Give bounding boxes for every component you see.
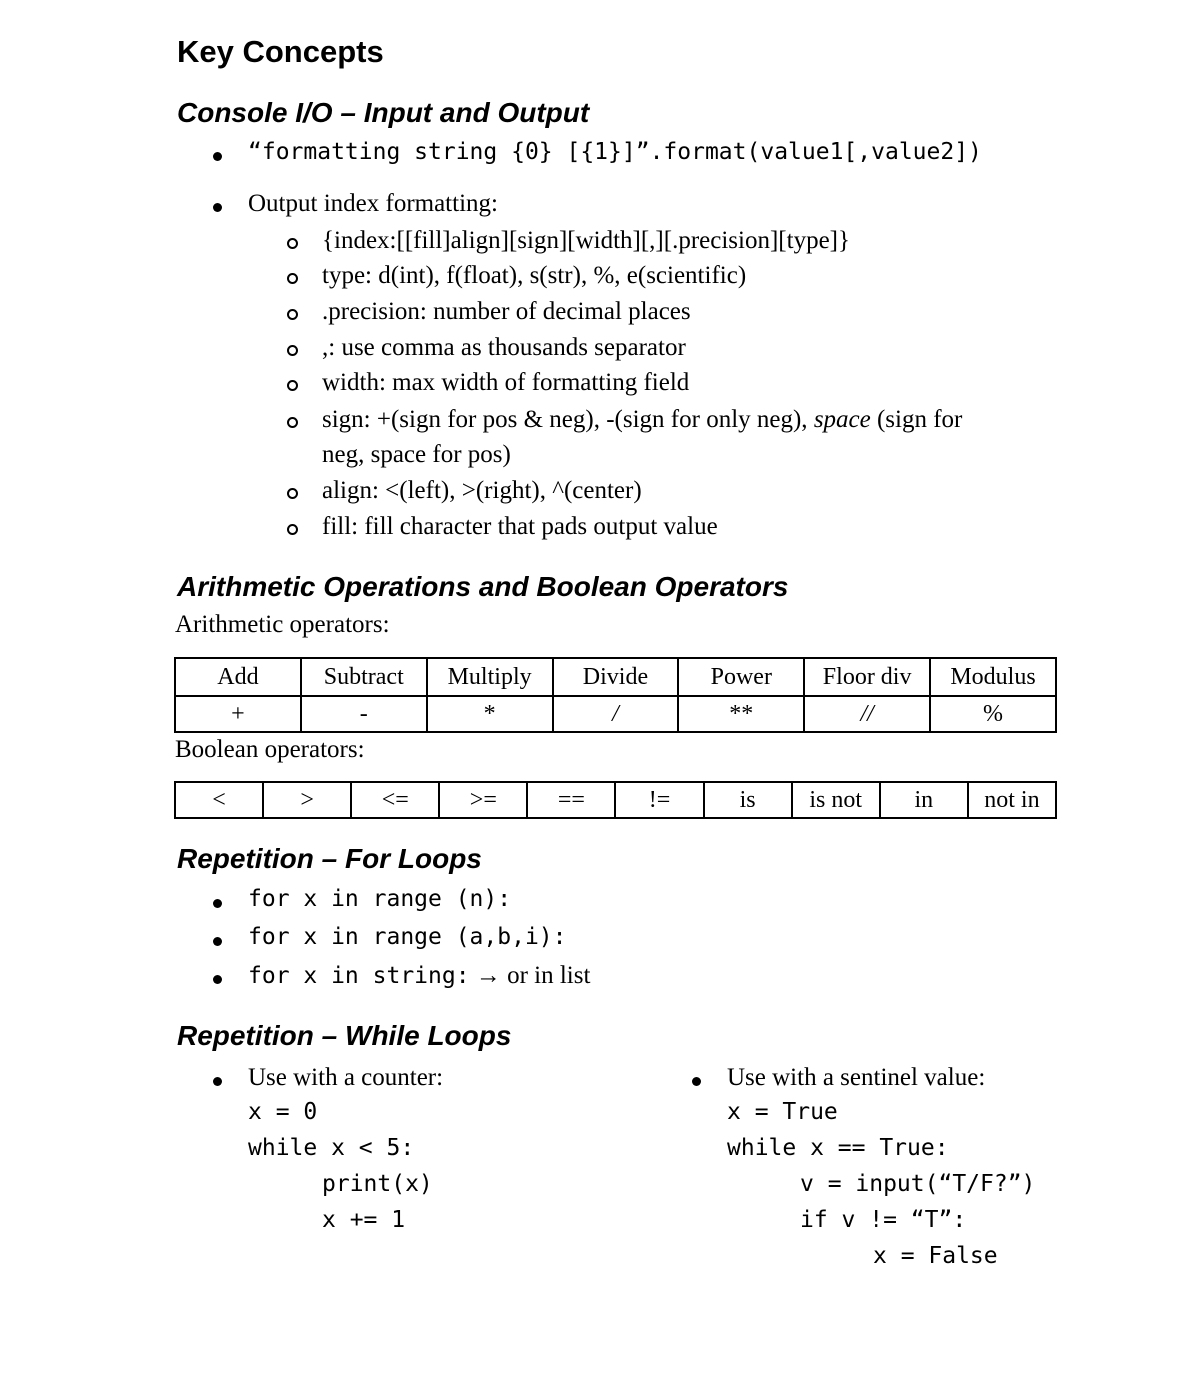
index-item: type: d(int), f(float), s(str), %, e(scientific) (322, 262, 747, 289)
code-line: x = False (873, 1243, 998, 1269)
index-item: ,: use comma as thousands separator (322, 334, 686, 361)
circle-bullet-icon (287, 380, 298, 391)
table-cell: Add (175, 658, 301, 696)
index-item: {index:[[fill]align][sign][width][,][.precision][type]} (322, 227, 850, 254)
table-cell: > (263, 782, 351, 818)
table-cell: ** (678, 696, 804, 732)
boolean-label: Boolean operators: (175, 736, 365, 763)
table-cell: < (175, 782, 263, 818)
bullet-icon (213, 975, 222, 984)
for-line-range: for x in range (n): (248, 886, 512, 912)
sentinel-label: Use with a sentinel value: (727, 1064, 986, 1091)
for-line-string (248, 962, 590, 990)
table-cell: is (704, 782, 792, 818)
format-line: “formatting string {0} [{1}]”.format(value1[,value2]) (248, 139, 982, 165)
circle-bullet-icon (287, 417, 298, 428)
bullet-icon (692, 1077, 701, 1086)
table-cell: in (880, 782, 968, 818)
bullet-icon (213, 1077, 222, 1086)
table-cell: not in (968, 782, 1056, 818)
table-cell: == (527, 782, 615, 818)
code-line: print(x) (322, 1171, 433, 1197)
table-cell: * (427, 696, 553, 732)
table-cell: <= (351, 782, 439, 818)
index-item: width: max width of formatting field (322, 369, 690, 396)
table-cell: % (930, 696, 1056, 732)
table-cell: // (804, 696, 930, 732)
index-item: fill: fill character that pads output value (322, 513, 718, 540)
table-cell: + (175, 696, 301, 732)
sign-space-text: space (813, 406, 871, 433)
bullet-icon (213, 937, 222, 946)
for-loops-heading: Repetition – For Loops (177, 843, 482, 874)
code-line: x = 0 (248, 1099, 318, 1125)
table-cell: Floor div (804, 658, 930, 696)
code-line: while x < 5: (248, 1135, 415, 1161)
console-io-heading: Console I/O – Input and Output (177, 97, 590, 128)
while-loops-heading: Repetition – While Loops (177, 1020, 512, 1051)
circle-bullet-icon (287, 309, 298, 320)
bullet-icon (213, 152, 222, 161)
arithmetic-symbol-row (175, 696, 1056, 732)
bullet-icon (213, 203, 222, 212)
counter-label: Use with a counter: (248, 1064, 444, 1091)
code-line: if v != “T”: (800, 1207, 967, 1233)
table-cell: Multiply (427, 658, 553, 696)
boolean-row (175, 782, 1056, 818)
table-cell: Divide (553, 658, 679, 696)
arithmetic-table (174, 657, 1057, 733)
table-cell: != (615, 782, 703, 818)
for-string-code: for x in string: (248, 963, 470, 989)
page-title: Key Concepts (177, 34, 384, 69)
boolean-table (174, 781, 1057, 819)
table-cell: is not (792, 782, 880, 818)
table-cell: / (553, 696, 679, 732)
arithmetic-heading: Arithmetic Operations and Boolean Operators (177, 571, 789, 602)
index-item: .precision: number of decimal places (322, 298, 691, 325)
table-cell: Modulus (930, 658, 1056, 696)
circle-bullet-icon (287, 488, 298, 499)
circle-bullet-icon (287, 524, 298, 535)
code-line: x += 1 (322, 1207, 406, 1233)
sign-text-end: (sign for (870, 406, 963, 433)
arithmetic-header-row (175, 658, 1056, 696)
table-cell: >= (439, 782, 527, 818)
code-line: while x == True: (727, 1135, 949, 1161)
code-line: x = True (727, 1099, 838, 1125)
table-cell: Power (678, 658, 804, 696)
arithmetic-label: Arithmetic operators: (175, 611, 390, 638)
for-line-range-step: for x in range (a,b,i): (248, 924, 567, 950)
sign-item-continued: neg, space for pos) (322, 441, 511, 468)
circle-bullet-icon (287, 345, 298, 356)
sign-item (322, 406, 962, 434)
index-formatting-heading: Output index formatting: (248, 190, 498, 217)
index-item: align: <(left), >(right), ^(center) (322, 477, 642, 504)
table-cell: Subtract (301, 658, 427, 696)
for-string-note: → or in list (469, 962, 591, 989)
table-cell: - (301, 696, 427, 732)
sign-text: sign: +(sign for pos & neg), -(sign for only neg), (322, 406, 814, 433)
code-line: v = input(“T/F?”) (800, 1171, 1036, 1197)
bullet-icon (213, 899, 222, 908)
circle-bullet-icon (287, 238, 298, 249)
circle-bullet-icon (287, 273, 298, 284)
